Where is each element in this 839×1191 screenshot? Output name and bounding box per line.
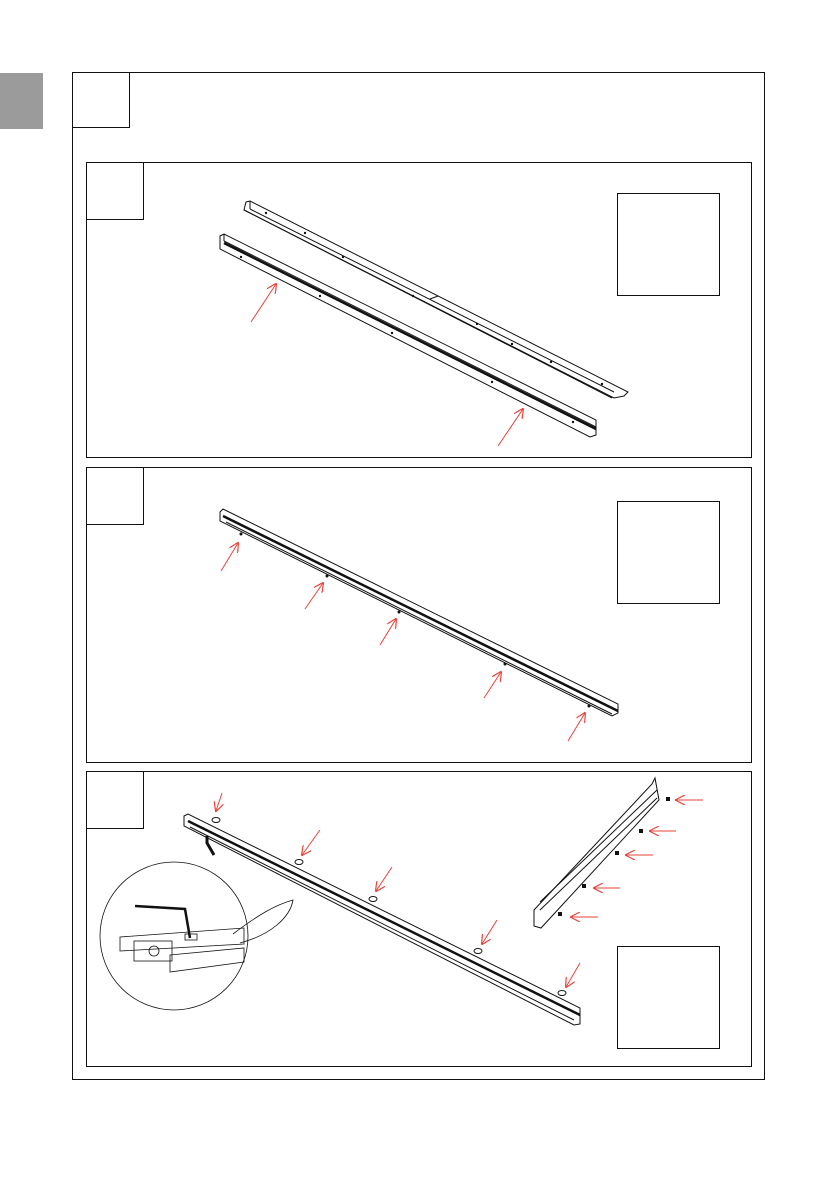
rail-c-side: [534, 778, 659, 928]
arrow-a1: [251, 284, 276, 322]
rail-c-bolts: [212, 818, 566, 996]
rail-c-side-fittings: [558, 797, 670, 916]
arrow-a2: [498, 409, 523, 446]
rail-b: [220, 509, 618, 716]
rail-b-holes: [240, 533, 591, 708]
detail-view: [100, 862, 293, 1010]
rail-c: [184, 814, 580, 1025]
rail-lower: [220, 234, 596, 437]
rail-upper-holes: [265, 212, 603, 385]
rail-upper: [244, 201, 628, 398]
